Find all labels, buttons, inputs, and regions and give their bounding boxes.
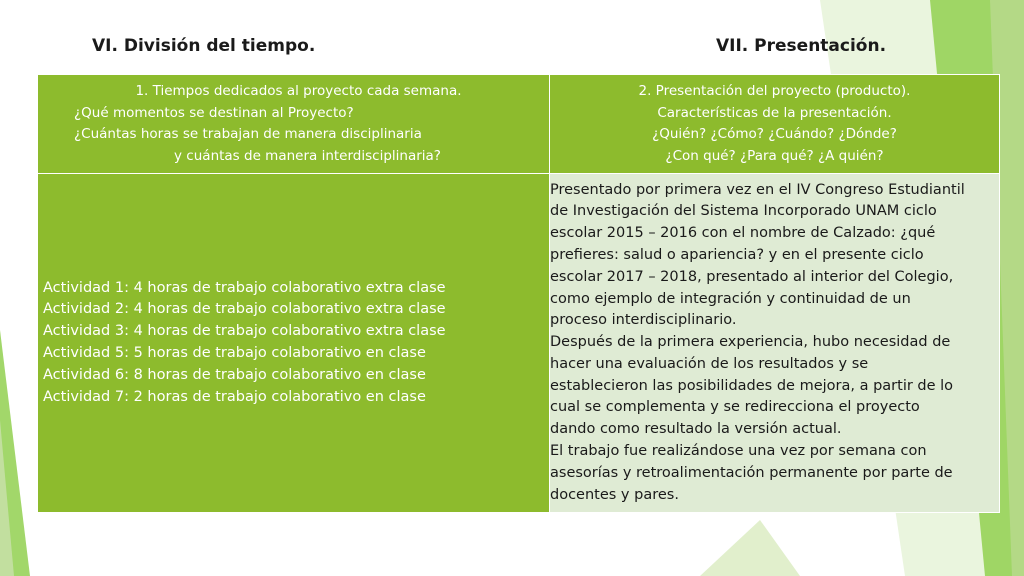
presentation-line: asesorías y retroalimentación permanente por parte de — [550, 464, 953, 481]
header-time-question-cell — [38, 75, 550, 174]
presentation-line: dando como resultado la versión actual. — [550, 421, 842, 438]
project-table — [37, 74, 1000, 513]
presentation-line: cual se complementa y se redirecciona el proyecto — [550, 399, 920, 416]
presentation-line: escolar 2017 – 2018, presentado al interior del Colegio, — [550, 268, 954, 285]
presentation-line: docentes y pares. — [550, 486, 679, 503]
presentation-line: El trabajo fue realizándose una vez por semana con — [550, 443, 927, 460]
presentation-line: establecieron las posibilidades de mejora, a partir de lo — [550, 377, 954, 394]
section-heading-time-division: VI. División del tiempo. — [92, 36, 316, 56]
presentation-line: proceso interdisciplinario. — [550, 312, 737, 329]
activity-line: Actividad 6: 8 horas de trabajo colaborativo en clase — [43, 366, 426, 383]
header-text-line: ¿Qué momentos se destinan al Proyecto? — [74, 104, 354, 121]
presentation-line: Después de la primera experiencia, hubo necesidad de — [550, 334, 951, 351]
activity-line: Actividad 7: 2 horas de trabajo colaborativo en clase — [43, 388, 426, 405]
table-header-row — [38, 75, 1000, 174]
activities-cell — [38, 174, 550, 513]
section-heading-presentation: VII. Presentación. — [716, 36, 887, 56]
bottom-right-accent — [700, 520, 800, 576]
presentation-line: como ejemplo de integración y continuidad de un — [550, 290, 911, 307]
header-text-line: y cuántas de manera interdisciplinaria? — [174, 147, 441, 164]
presentation-line: hacer una evaluación de los resultados y se — [550, 355, 869, 372]
presentation-line: Presentado por primera vez en el IV Congreso Estudiantil — [550, 181, 965, 198]
presentation-line: prefieres: salud o apariencia? y en el presente ciclo — [550, 246, 924, 263]
header-text-line: ¿Quién? ¿Cómo? ¿Cuándo? ¿Dónde? — [652, 126, 897, 142]
activity-line: Actividad 2: 4 horas de trabajo colaborativo extra clase — [43, 301, 446, 318]
header-text-line: Características de la presentación. — [657, 104, 892, 121]
header-presentation-question-cell — [550, 75, 1000, 174]
header-text-line: ¿Cuántas horas se trabajan de manera disciplinaria — [74, 126, 422, 142]
presentation-description-cell — [550, 174, 1000, 513]
header-text-line: 1. Tiempos dedicados al proyecto cada semana. — [135, 83, 462, 99]
activity-line: Actividad 5: 5 horas de trabajo colaborativo en clase — [43, 345, 426, 361]
presentation-line: escolar 2015 – 2016 con el nombre de Calzado: ¿qué — [550, 225, 936, 242]
header-text-line: ¿Con qué? ¿Para qué? ¿A quién? — [665, 147, 884, 164]
presentation-line: de Investigación del Sistema Incorporado UNAM ciclo — [550, 203, 937, 220]
activity-line: Actividad 3: 4 horas de trabajo colaborativo extra clase — [43, 323, 446, 340]
header-text-line: 2. Presentación del proyecto (producto). — [638, 83, 911, 99]
activity-line: Actividad 1: 4 horas de trabajo colaborativo extra clase — [43, 279, 446, 296]
table-body-row — [38, 174, 1000, 513]
